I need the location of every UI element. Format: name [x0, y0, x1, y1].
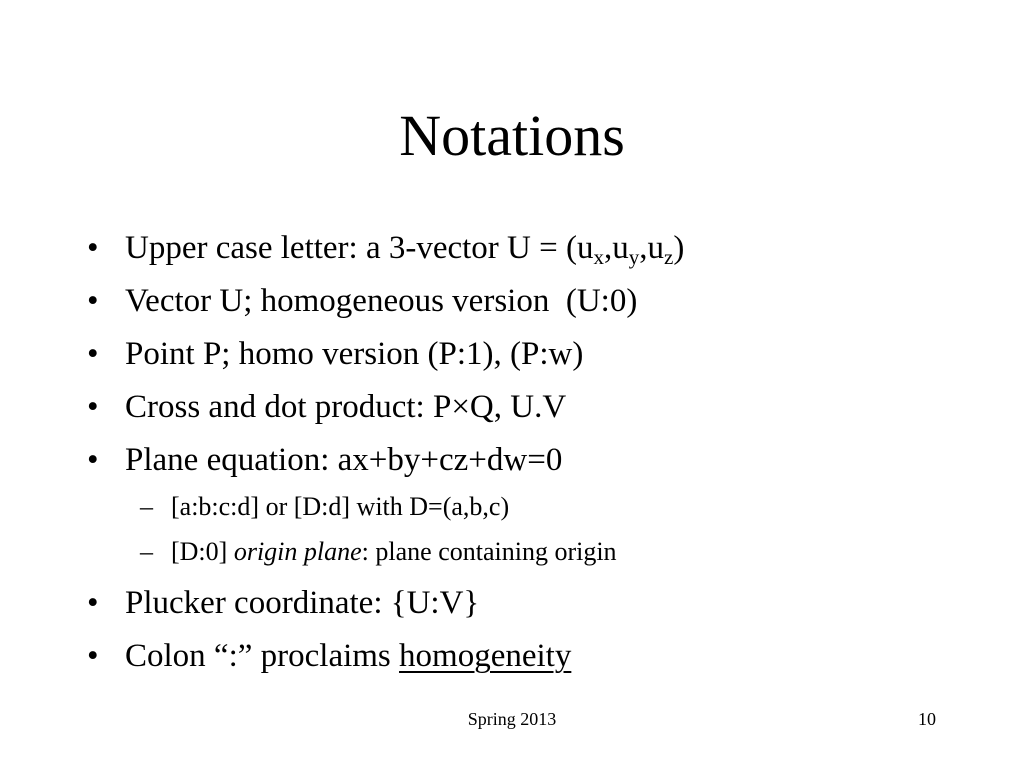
- dash-marker: –: [140, 492, 153, 521]
- slide-title: Notations: [399, 103, 625, 168]
- bullet-text: Vector U; homogeneous version (U:0): [125, 283, 638, 319]
- dash-marker: –: [140, 537, 153, 566]
- bullet-text-part: ,u: [639, 230, 664, 266]
- footer-date: Spring 2013: [467, 709, 557, 729]
- sub-bullet-text-part: : plane containing origin: [361, 537, 617, 566]
- homogeneity-term: homogeneity: [399, 638, 572, 674]
- sub-bullet-text: [a:b:c:d] or [D:d] with D=(a,b,c): [171, 492, 510, 521]
- bullet-text: [125, 228, 684, 268]
- bullet-marker: •: [87, 442, 99, 478]
- bullet-text: Plucker coordinate: {U:V}: [125, 585, 480, 621]
- bullet-text-part: ,u: [603, 230, 629, 266]
- slide-number: 10: [918, 709, 936, 729]
- bullet-text: Point P; homo version (P:1), (P:w): [125, 336, 584, 372]
- bullet-text: Cross and dot product: P×Q, U.V: [125, 389, 567, 425]
- subscript-x: x: [593, 245, 604, 269]
- bullet-marker: •: [87, 283, 99, 319]
- origin-plane-term: origin plane: [233, 537, 362, 566]
- bullet-text-part: Colon “:” proclaims: [125, 638, 400, 674]
- bullet-text-part: Upper case letter: a 3-vector U = (u: [125, 230, 594, 266]
- bullet-text-part: ): [673, 230, 685, 266]
- bullet-marker: •: [87, 585, 99, 621]
- sub-bullet-text: [171, 536, 617, 568]
- bullet-text: [125, 636, 571, 676]
- bullet-marker: •: [87, 389, 99, 425]
- bullet-text: Plane equation: ax+by+cz+dw=0: [125, 442, 563, 478]
- bullet-marker: •: [87, 336, 99, 372]
- sub-bullet-text-part: [D:0]: [171, 537, 234, 566]
- bullet-marker: •: [87, 230, 99, 266]
- bullet-marker: •: [87, 638, 99, 674]
- subscript-z: z: [663, 245, 674, 269]
- subscript-y: y: [628, 245, 640, 269]
